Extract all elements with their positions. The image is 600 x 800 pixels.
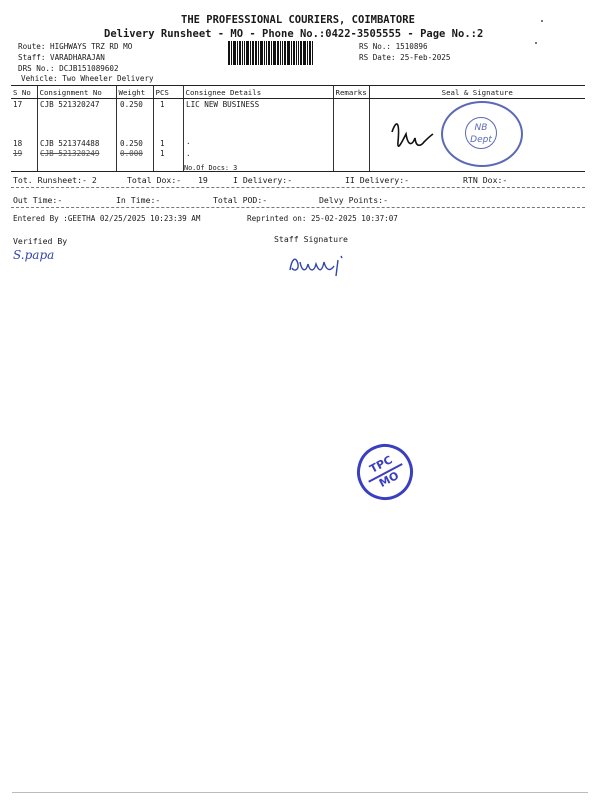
staff-signature-label: Staff Signature	[274, 234, 348, 244]
row-19-pcs: 1	[160, 149, 165, 158]
scan-speck	[541, 20, 543, 22]
row-19-details: .	[186, 149, 191, 158]
separator-2	[11, 207, 585, 208]
total-dox-value: 19	[198, 175, 208, 185]
row-17-sno: 17	[13, 100, 23, 109]
col-pcs: PCS	[153, 86, 183, 99]
row-17-weight: 0.250	[120, 100, 143, 109]
ii-delivery: II Delivery:-	[345, 175, 410, 185]
total-pod: Total POD:-	[213, 195, 268, 205]
tpc-stamp-top: TPC	[367, 453, 395, 476]
docs-note: No.Of Docs: 3	[184, 164, 238, 172]
tot-runsheet: Tot. Runsheet:- 2	[13, 175, 97, 185]
row-17-pcs: 1	[160, 100, 165, 109]
rs-date: RS Date: 25-Feb-2025	[359, 53, 451, 62]
vehicle: Vehicle: Two Wheeler Delivery	[21, 74, 154, 83]
col-remarks: Remarks	[333, 86, 369, 99]
col-consignee-details: Consignee Details	[183, 86, 333, 99]
barcode	[228, 41, 328, 65]
delivery-points: Delvy Points:-	[319, 195, 389, 205]
row-18-sno: 18	[13, 139, 23, 148]
verifier-signature: S.papa	[13, 248, 55, 262]
in-time: In Time:-	[116, 195, 161, 205]
col-seal-signature: Seal & Signature	[369, 86, 585, 99]
runsheet-heading: Delivery Runsheet - MO - Phone No.:0422-3505555 - Page No.:2	[104, 28, 484, 40]
nb-stamp-dept: Dept	[470, 135, 492, 145]
tpc-mo-stamp	[347, 434, 423, 510]
separator-1	[11, 187, 585, 188]
nb-dept-stamp	[441, 101, 523, 167]
company-title: THE PROFESSIONAL COURIERS, COIMBATORE	[181, 14, 415, 26]
rs-no: RS No.: 1510896	[359, 42, 428, 51]
col-consignment: Consignment No	[37, 86, 116, 99]
tpc-stamp-bottom: MO	[376, 468, 402, 491]
scan-speck	[535, 42, 537, 44]
nb-stamp-label: NB	[474, 123, 488, 133]
row-19-sno: 19	[13, 149, 23, 158]
out-time: Out Time:-	[13, 195, 63, 205]
route: Route: HIGHWAYS TRZ RD MO	[18, 42, 133, 51]
row-18-pcs: 1	[160, 139, 165, 148]
i-delivery: I Delivery:-	[233, 175, 293, 185]
reprinted-on: Reprinted on: 25-02-2025 10:37:07	[247, 214, 398, 223]
col-weight: Weight	[116, 86, 153, 99]
entered-by: Entered By :GEETHA 02/25/2025 10:23:39 AM	[13, 214, 201, 223]
page-bottom-edge	[12, 792, 588, 793]
row-19-weight: 0.000	[120, 149, 143, 158]
staff: Staff: VARADHARAJAN	[18, 53, 105, 62]
rtn-dox: RTN Dox:-	[463, 175, 508, 185]
total-dox-label: Total Dox:-	[127, 175, 182, 185]
row-17-details: LIC NEW BUSINESS	[186, 100, 260, 109]
row-18-details: .	[186, 137, 191, 146]
verified-by-label: Verified By	[13, 236, 68, 246]
row-18-consignment: CJB 521374488	[40, 139, 100, 148]
row-19-consignment: CJB 521320249	[40, 149, 100, 158]
consignee-signature	[388, 112, 434, 160]
col-sno: S No	[11, 86, 37, 99]
drs-no: DRS No.: DCJB151089602	[18, 64, 119, 73]
row-18-weight: 0.250	[120, 139, 143, 148]
staff-signature	[286, 250, 348, 280]
row-17-consignment: CJB 521320247	[40, 100, 100, 109]
